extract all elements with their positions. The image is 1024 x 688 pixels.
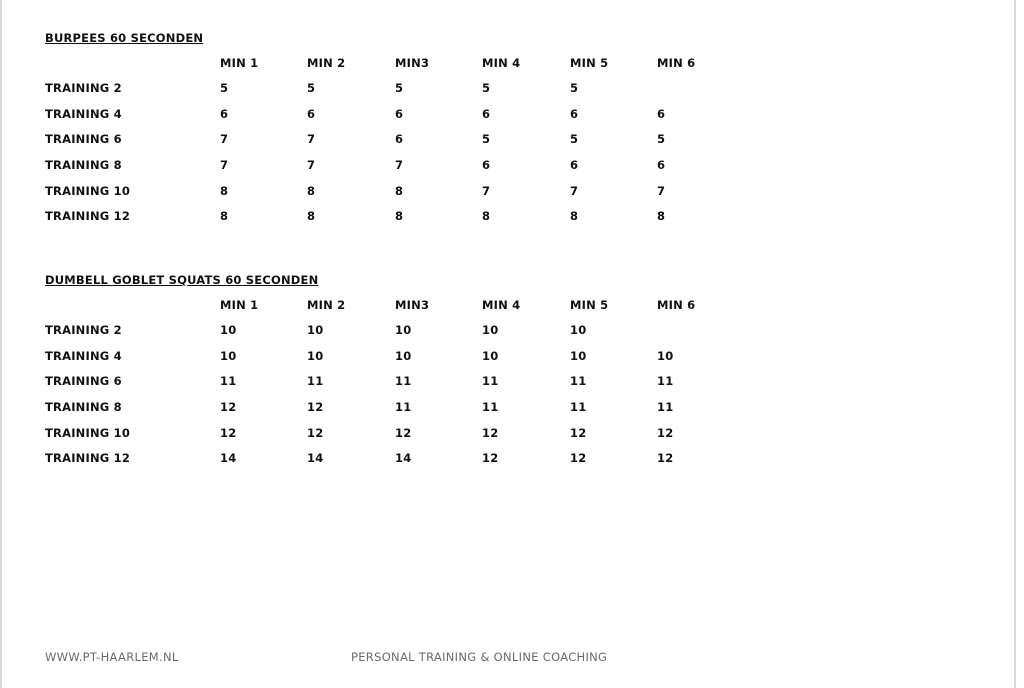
column-header: MIN3	[395, 298, 430, 312]
column-header: MIN 2	[307, 298, 346, 312]
table-row	[45, 400, 674, 426]
table-cell: 5	[307, 81, 316, 95]
table-cell: 11	[307, 374, 324, 389]
table-cell: 14	[307, 451, 324, 466]
table-row	[45, 451, 674, 477]
table-cell: 8	[220, 183, 229, 198]
table-cell: 11	[482, 400, 499, 415]
row-label: TRAINING 6	[45, 132, 122, 147]
table-cell: 12	[570, 425, 587, 440]
column-header: MIN 1	[220, 298, 259, 312]
table-cell: 6	[307, 106, 316, 121]
table-cell: 10	[395, 323, 412, 337]
table-row	[45, 183, 666, 210]
table-cell: 10	[657, 348, 674, 363]
footer-tagline: PERSONAL TRAINING & ONLINE COACHING	[351, 650, 608, 664]
table-cell: 7	[220, 158, 229, 173]
table-cell: 14	[395, 451, 412, 466]
row-label: TRAINING 2	[45, 323, 122, 337]
table-cell: 10	[220, 348, 237, 363]
table-cell: 12	[570, 451, 587, 466]
column-header: MIN 4	[482, 298, 521, 312]
table-cell: 6	[482, 106, 491, 121]
table-row	[45, 323, 587, 349]
table-cell: 10	[482, 348, 499, 363]
table-cell: 10	[395, 348, 412, 363]
table-cell: 10	[220, 323, 237, 337]
table-row	[45, 209, 666, 235]
table-cell: 12	[657, 425, 674, 440]
row-label: TRAINING 4	[45, 106, 122, 121]
table-row	[45, 425, 674, 452]
table-cell: 7	[482, 183, 491, 198]
row-label: TRAINING 10	[45, 425, 131, 440]
table-cell: 8	[395, 209, 404, 224]
table-cell: 7	[570, 183, 579, 198]
table-row	[45, 348, 674, 375]
row-label: TRAINING 4	[45, 348, 122, 363]
table-cell: 11	[220, 374, 237, 389]
table-cell: 5	[395, 81, 404, 95]
table-row	[45, 374, 674, 400]
burpees-section	[45, 31, 696, 235]
table-cell: 5	[482, 132, 491, 147]
column-header: MIN 5	[570, 298, 609, 312]
table-cell: 5	[657, 132, 666, 147]
row-label: TRAINING 6	[45, 374, 122, 389]
section-title: DUMBELL GOBLET SQUATS 60 SECONDEN	[45, 273, 319, 287]
column-header: MIN 4	[482, 56, 521, 70]
table-cell: 5	[570, 81, 579, 95]
column-header: MIN 6	[657, 56, 696, 70]
table-row	[45, 106, 666, 133]
table-cell: 10	[307, 348, 324, 363]
table-cell: 6	[570, 106, 579, 121]
table-cell: 6	[395, 132, 404, 147]
table-cell: 12	[220, 400, 237, 415]
table-cell: 12	[307, 400, 324, 415]
table-cell: 7	[307, 158, 316, 173]
table-cell: 8	[307, 183, 316, 198]
table-cell: 10	[482, 323, 499, 337]
row-label: TRAINING 12	[45, 209, 131, 224]
table-row	[45, 158, 666, 184]
table-cell: 5	[482, 81, 491, 95]
table-cell: 12	[307, 425, 324, 440]
table-cell: 10	[570, 323, 587, 337]
row-label: TRAINING 8	[45, 400, 122, 415]
table-cell: 8	[657, 209, 666, 224]
table-cell: 6	[220, 106, 229, 121]
table-cell: 12	[220, 425, 237, 440]
table-cell: 11	[395, 400, 412, 415]
column-header: MIN 5	[570, 56, 609, 70]
table-cell: 12	[482, 451, 499, 466]
row-label: TRAINING 12	[45, 451, 131, 466]
table-cell: 14	[220, 451, 237, 466]
table-cell: 7	[395, 158, 404, 173]
row-label: TRAINING 2	[45, 81, 122, 95]
table-header-row	[45, 298, 696, 323]
table-cell: 6	[395, 106, 404, 121]
table-cell: 7	[220, 132, 229, 147]
table-cell: 8	[307, 209, 316, 224]
table-cell: 8	[570, 209, 579, 224]
column-header: MIN 1	[220, 56, 259, 70]
table-cell: 5	[570, 132, 579, 147]
table-row	[45, 81, 579, 107]
table-cell: 7	[307, 132, 316, 147]
goblet-squats-section	[45, 273, 696, 477]
table-cell: 5	[220, 81, 229, 95]
section-title: BURPEES 60 SECONDEN	[45, 31, 204, 45]
row-label: TRAINING 8	[45, 158, 122, 173]
table-header-row	[45, 56, 696, 81]
table-cell: 11	[657, 400, 674, 415]
table-cell: 12	[395, 425, 412, 440]
table-cell: 11	[657, 374, 674, 389]
table-cell: 10	[307, 323, 324, 337]
table-cell: 8	[395, 183, 404, 198]
table-cell: 12	[482, 425, 499, 440]
table-cell: 6	[657, 158, 666, 173]
footer-website: WWW.PT-HAARLEM.NL	[45, 650, 179, 664]
column-header: MIN3	[395, 56, 430, 70]
table-cell: 8	[482, 209, 491, 224]
table-cell: 8	[220, 209, 229, 224]
row-label: TRAINING 10	[45, 183, 131, 198]
column-header: MIN 2	[307, 56, 346, 70]
table-cell: 11	[570, 400, 587, 415]
table-cell: 11	[395, 374, 412, 389]
table-cell: 6	[570, 158, 579, 173]
column-header: MIN 6	[657, 298, 696, 312]
table-cell: 6	[657, 106, 666, 121]
table-cell: 7	[657, 183, 666, 198]
table-row	[45, 132, 666, 158]
table-cell: 11	[482, 374, 499, 389]
table-cell: 6	[482, 158, 491, 173]
table-cell: 11	[570, 374, 587, 389]
table-cell: 10	[570, 348, 587, 363]
table-cell: 12	[657, 451, 674, 466]
